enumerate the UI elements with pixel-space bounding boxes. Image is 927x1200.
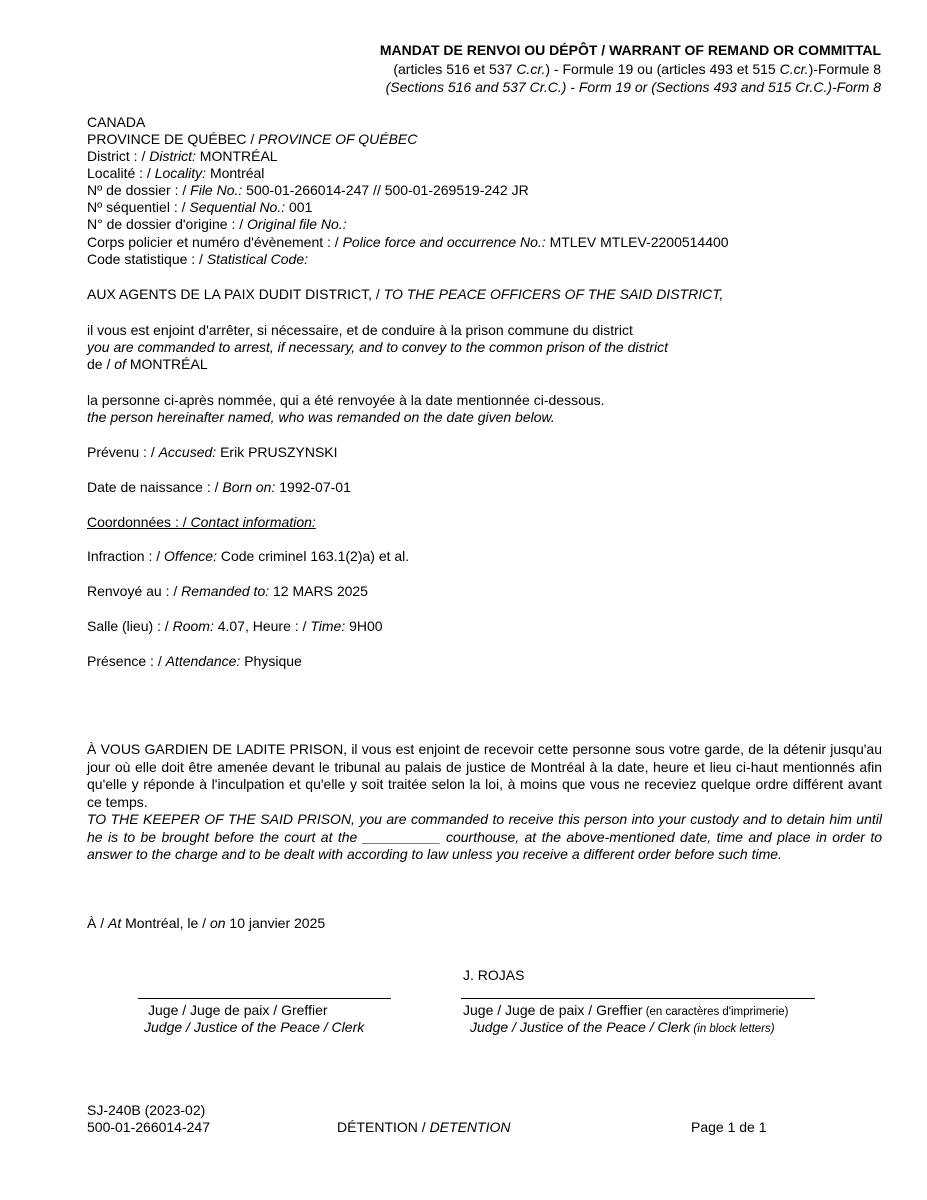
label-fr: AUX AGENTS DE LA PAIX DUDIT DISTRICT, /	[87, 286, 384, 302]
field-value: MONTRÉAL	[125, 356, 208, 372]
label-en: Contact information:	[190, 514, 316, 530]
label-en: Remanded to:	[181, 583, 270, 599]
label-fr: Présence : /	[87, 653, 166, 669]
label-en: Locality:	[154, 165, 207, 181]
country: CANADA	[87, 114, 146, 130]
command-fr: il vous est enjoint d'arrêter, si nécessaire, et de conduire à la prison commune du district	[87, 322, 633, 338]
command-en: you are commanded to arrest, if necessary, and to convey to the common prison of the district	[87, 339, 669, 355]
label-fr: Code statistique : /	[87, 251, 207, 267]
ref-text: C.cr.	[516, 61, 546, 77]
field-value: 9H00	[345, 618, 383, 634]
keeper-instruction-en: TO THE KEEPER OF THE SAID PRISON, you are commanded to receive this person into your custody and to detain him until he is to be brought before the court at the __________ courthouse, at the above-mentioned date, time and place in order to answer to the charge and to be dealt with according to law unless you receive a different order before such time.	[87, 811, 882, 862]
signatory-name: J. ROJAS	[463, 967, 525, 983]
label-fr: PROVINCE DE QUÉBEC /	[87, 131, 259, 147]
attendance	[87, 653, 302, 670]
field-value: MTLEV MTLEV-2200514400	[545, 234, 729, 250]
note: (en caractères d'imprimerie)	[642, 1006, 789, 1018]
file-number	[87, 182, 529, 199]
label-en: DETENTION	[429, 1119, 511, 1135]
label-en: File No.:	[190, 182, 243, 198]
signature-left-fr: Juge / Juge de paix / Greffier	[148, 1002, 328, 1018]
form-code: SJ-240B (2023-02)	[87, 1102, 206, 1118]
ref-text: ) - Formule 19 ou (articles 493 et 515	[545, 61, 780, 77]
locality	[87, 165, 264, 182]
field-value: 1992-07-01	[275, 479, 351, 495]
remanded-to	[87, 583, 368, 600]
sequential-number	[87, 199, 312, 216]
label-fr: Prévenu : /	[87, 444, 159, 460]
prison-district	[87, 356, 208, 373]
address-line	[87, 286, 723, 303]
label-fr: Nº séquentiel : /	[87, 199, 190, 215]
document-title: MANDAT DE RENVOI OU DÉPÔT / WARRANT OF REMAND OR COMMITTAL	[379, 42, 881, 58]
field-value: 500-01-266014-247 // 500-01-269519-242 JR	[242, 182, 529, 198]
label-en: Police force and occurrence No.:	[342, 234, 546, 250]
label-fr: Renvoyé au : /	[87, 583, 182, 599]
note: (in block letters)	[690, 1023, 775, 1035]
label-fr: N° de dossier d'origine : /	[87, 216, 248, 232]
label-fr: Juge / Juge de paix / Greffier	[463, 1002, 643, 1018]
field-value: Code criminel 163.1(2)a) et al.	[216, 548, 410, 564]
offence	[87, 548, 409, 565]
label-en: TO THE PEACE OFFICERS OF THE SAID DISTRICT,	[383, 286, 724, 302]
label-fr: À /	[87, 915, 109, 931]
field-value: MONTRÉAL	[195, 148, 278, 164]
label-fr: DÉTENTION /	[337, 1119, 430, 1135]
label-en: At	[108, 915, 122, 931]
signed-place-date	[87, 915, 325, 932]
label-en: PROVINCE OF QUÉBEC	[258, 131, 418, 147]
signature-right-en	[470, 1019, 775, 1038]
police-occurrence	[87, 234, 729, 251]
footer-file-number: 500-01-266014-247	[87, 1119, 210, 1135]
accused	[87, 444, 338, 461]
field-value: 12 MARS 2025	[269, 583, 368, 599]
field-value: 001	[285, 199, 313, 215]
person-fr: la personne ci-après nommée, qui a été renvoyée à la date mentionnée ci-dessous.	[87, 392, 605, 408]
field-value: Montréal	[206, 165, 265, 181]
field-value: 4.07, Heure : /	[213, 618, 311, 634]
footer-document-type	[337, 1119, 510, 1136]
keeper-instruction-fr: À VOUS GARDIEN DE LADITE PRISON, il vous est enjoint de recevoir cette personne sous votre garde, de la détenir jusqu'au jour où elle doit être amenée devant le tribunal au palais de justice de Montréal à la date, heure et lieu ci-haut mentionnés afin qu'elle y réponde à l'inculpation et qu'elle y soit traitée selon la loi, à moins que vous ne receviez quelque ordre différent avant ce temps.	[87, 741, 882, 810]
label-en: Time:	[310, 618, 346, 634]
label-en: Sequential No.:	[189, 199, 286, 215]
label-en: Room:	[172, 618, 214, 634]
field-value: 10 janvier 2025	[225, 915, 326, 931]
form-reference-fr	[393, 61, 881, 78]
ref-text: )-Formule 8	[808, 61, 881, 77]
page-number: Page 1 de 1	[691, 1119, 767, 1135]
statistical-code	[87, 251, 308, 268]
signature-line-left	[138, 998, 391, 999]
label-fr: Localité : /	[87, 165, 155, 181]
province	[87, 131, 417, 148]
ref-text: C.cr.	[779, 61, 809, 77]
ref-text: (articles 516 et 537	[393, 61, 517, 77]
form-reference-en: (Sections 516 and 537 Cr.C.) - Form 19 or (Sections 493 and 515 Cr.C.)-Form 8	[385, 79, 881, 95]
label-en: District:	[149, 148, 196, 164]
label-en: Attendance:	[165, 653, 241, 669]
label-fr: de /	[87, 356, 115, 372]
label-fr: Date de naissance : /	[87, 479, 223, 495]
room-time	[87, 618, 383, 635]
label-en: Accused:	[158, 444, 217, 460]
field-value: Montréal, le /	[121, 915, 210, 931]
label-fr: Coordonnées : /	[87, 514, 191, 530]
contact-information	[87, 514, 316, 531]
label-en: of	[114, 356, 126, 372]
label-fr: Corps policier et numéro d'évènement : /	[87, 234, 343, 250]
original-file-number	[87, 216, 347, 233]
label-fr: Nº de dossier : /	[87, 182, 191, 198]
label-fr: Salle (lieu) : /	[87, 618, 173, 634]
label-fr: Infraction : /	[87, 548, 165, 564]
label-en: on	[209, 915, 226, 931]
date-of-birth	[87, 479, 351, 496]
signature-left-en: Judge / Justice of the Peace / Clerk	[144, 1019, 365, 1035]
label-en: Born on:	[222, 479, 276, 495]
person-en: the person hereinafter named, who was remanded on the date given below.	[87, 409, 555, 425]
field-value: Erik PRUSZYNSKI	[216, 444, 338, 460]
signature-line-right	[461, 998, 815, 999]
label-en: Judge / Justice of the Peace / Clerk	[470, 1019, 691, 1035]
label-fr: District : /	[87, 148, 150, 164]
label-en: Statistical Code:	[206, 251, 309, 267]
label-en: Original file No.:	[247, 216, 347, 232]
district	[87, 148, 278, 165]
label-en: Offence:	[164, 548, 217, 564]
field-value: Physique	[240, 653, 302, 669]
